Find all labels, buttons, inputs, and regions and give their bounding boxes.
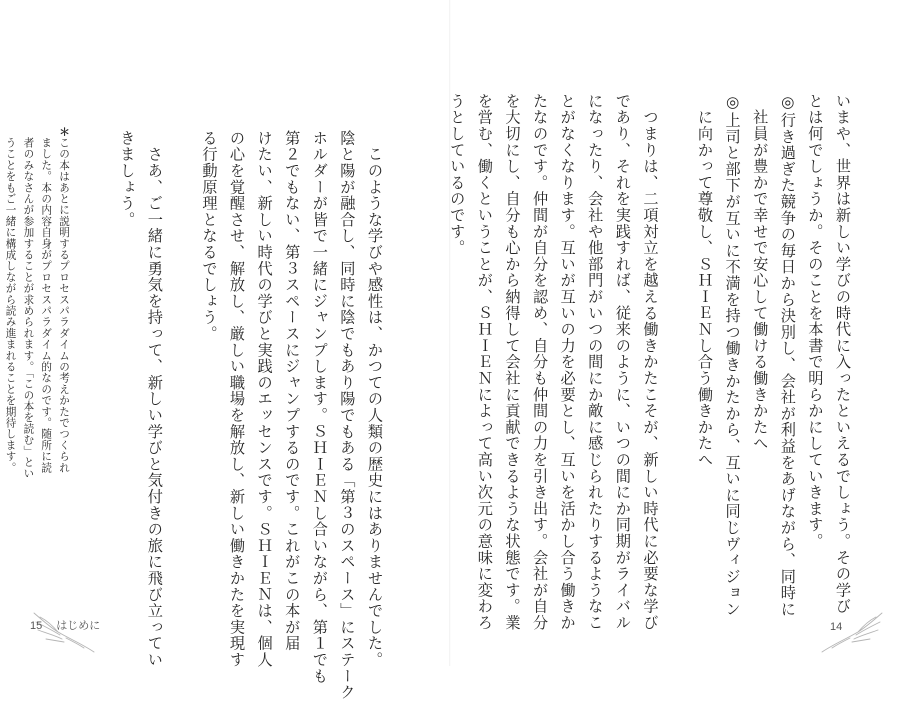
- text-line: を営む、働くということが、ＳＨＩＥＮによって高い次元の意味に変わろ: [475, 93, 494, 631]
- left-page-body: [113, 130, 388, 701]
- text-line: いまや、世界は新しい学びの時代に入ったといえるでしょう。その学び: [834, 93, 852, 615]
- text-line: の心を覚醒させ、解放し、厳しい職場を解放し、新しい働きかたを実現す: [228, 130, 247, 668]
- text-line: このような学びや感性は、かつての人類の歴史にはありませんでした。: [366, 130, 384, 668]
- text-line: けたい、新しい時代の学びと実践のエッセンスです。ＳＨＩＥＮは、個人: [255, 130, 274, 668]
- footnote-text: この本はあとに説明するプロセスパラダイムの考えかたでつくられ: [58, 137, 70, 474]
- text-line: ホルダーが皆で一緒にジャンプします。ＳＨＩＥＮし合いながら、第１でも: [310, 130, 329, 685]
- page-14: [450, 0, 900, 666]
- footnote-mark: ＊: [58, 126, 70, 138]
- footnote-line: 者のみなさんが参加することが求められます。「この本を読む」とい: [22, 126, 35, 480]
- text-line: さあ、ご一緒に勇気を持って、新しい学びと気付きの旅に飛び立ってい: [145, 130, 164, 668]
- text-line: たなのです。仲間が自分を認め、自分も仲間の力を引き出す。会社が自分: [531, 93, 550, 631]
- footnote: [1, 126, 72, 479]
- text-line: とは何でしょうか。そのことを本書で明らかにしていきます。: [806, 93, 825, 550]
- text-line: を大切にし、自分も心から納得して会社に貢献できるような状態です。業: [503, 93, 522, 631]
- text-line: うとしているのです。: [448, 93, 467, 256]
- text-line: とがなくなります。互いが互いの力を必要とし、互いを活かし合う働きか: [558, 93, 577, 631]
- list-item: ◎行き過ぎた競争の毎日から決別し、会社が利益をあげながら、同時に: [778, 93, 797, 618]
- text-line: る行動原理となるでしょう。: [200, 130, 219, 342]
- list-item: ◎上司と部下が互いに不満を持つ働きかたから、互いに同じヴィジョン: [723, 93, 742, 618]
- footnote-line: ました。本の内容自身がプロセスパラダイム的なのです。随所に読: [40, 126, 53, 474]
- text-line: 陰と陽が融合し、同時に陰でもあり陽でもある「第３のスペース」にステーク: [338, 130, 357, 701]
- text-line: であり、それを実践すれば、従来のように、いつの間にか同期がライバル: [613, 93, 632, 631]
- text-line: 第２でもない、第３スペースにジャンプするのです。これがこの本が届: [283, 130, 302, 652]
- text-line: きましょう。: [118, 130, 137, 228]
- running-head: はじめに: [56, 620, 101, 632]
- list-item: 社員が豊かで幸せで安心して働ける働きかたへ: [751, 93, 770, 452]
- footnote-line: うことをもご一緒に構成しながら読み進まれることを期待します。: [4, 126, 17, 474]
- text-line: つまりは、二項対立を越える働きかたこそが、新しい時代に必要な学び: [641, 93, 660, 631]
- text-line: になったり、会社や他部門がいつの間にか敵に感じられたりするようなこ: [586, 93, 605, 631]
- list-item: に向かって尊敬し、ＳＨＩＥＮし合う働きかたへ: [696, 93, 715, 468]
- footnote-line: [54, 126, 72, 479]
- page-footer: [30, 617, 100, 633]
- page-number: 15: [30, 620, 43, 632]
- page-number: 14: [830, 621, 843, 633]
